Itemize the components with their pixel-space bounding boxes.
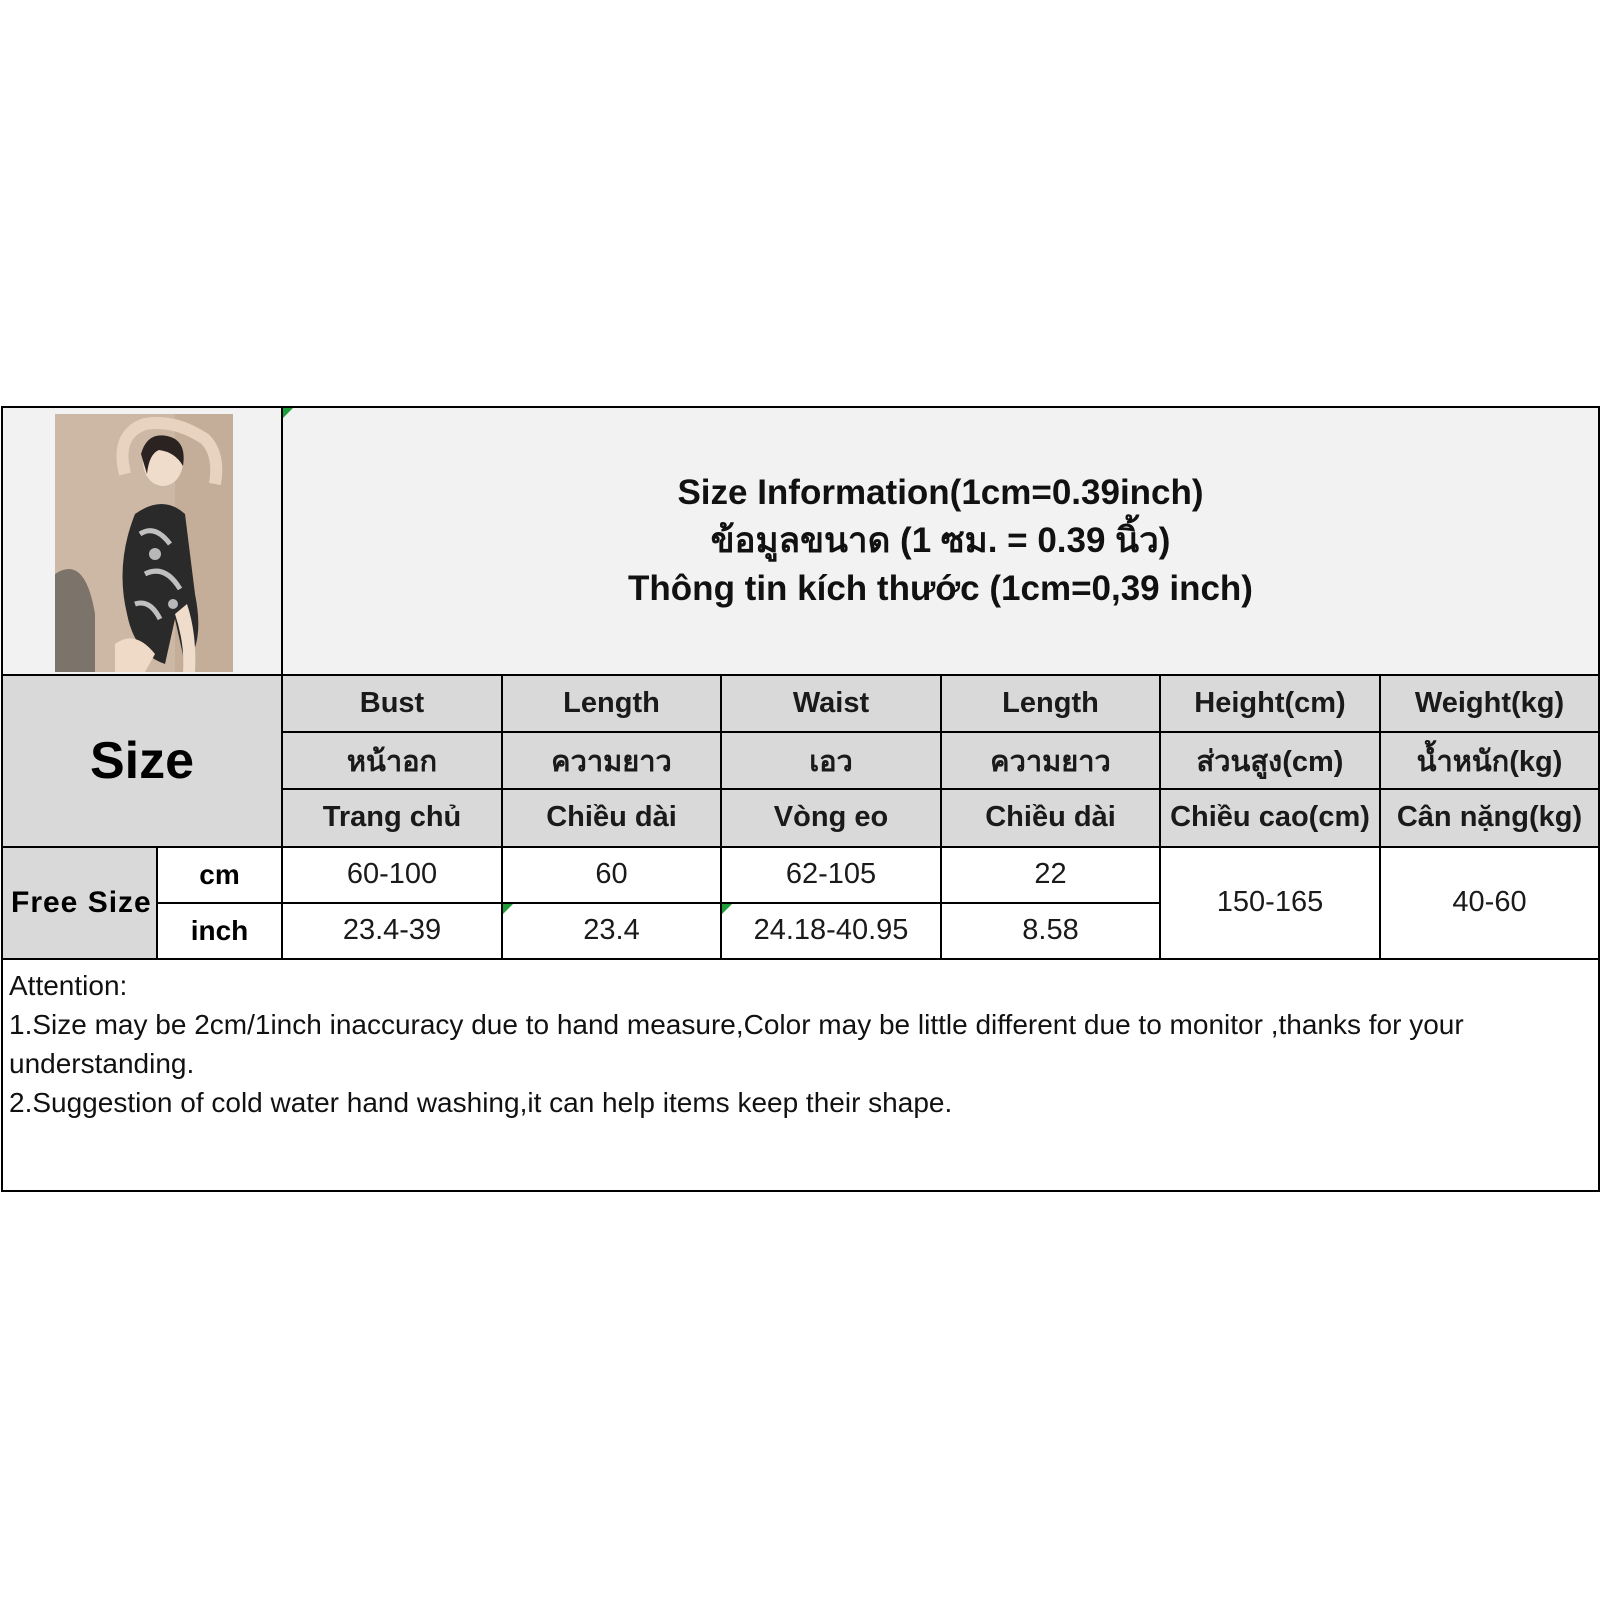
col-header-en: Height(cm) [1160,675,1380,732]
unit-cm-label: cm [157,847,282,903]
inch-value: 24.18-40.95 [721,903,941,959]
product-photo-icon [55,414,233,672]
col-header-th: ความยาว [941,732,1160,789]
col-header-th: ความยาว [502,732,721,789]
inch-value: 8.58 [941,903,1160,959]
height-value: 150-165 [1160,847,1380,959]
col-header-vi: Chiều dài [941,789,1160,846]
size-header: Size [2,675,282,846]
inch-value: 23.4 [502,903,721,959]
col-header-vi: Trang chủ [282,789,502,846]
weight-value: 40-60 [1380,847,1599,959]
size-chart-table [1,406,1600,1192]
cm-value: 62-105 [721,847,941,903]
col-header-en: Bust [282,675,502,732]
col-header-vi: Chiều dài [502,789,721,846]
col-header-en: Weight(kg) [1380,675,1599,732]
attention-line-1: 1.Size may be 2cm/1inch inaccuracy due to hand measure,Color may be little different due to monitor ,thanks for your understanding. [9,1008,1464,1079]
col-header-th: เอว [721,732,941,789]
cm-value: 22 [941,847,1160,903]
attention-line-2: 2.Suggestion of cold water hand washing,it can help items keep their shape. [9,1086,953,1118]
free-size-label: Free Size [2,847,157,959]
unit-inch-label: inch [157,903,282,959]
col-header-en: Length [502,675,721,732]
col-header-th: น้ำหนัก(kg) [1380,732,1599,789]
col-header-th: ส่วนสูง(cm) [1160,732,1380,789]
col-header-en: Waist [721,675,941,732]
title-line-vietnamese: Thông tin kích thước (1cm=0,39 inch) [628,569,1253,609]
attention-heading: Attention: [9,969,128,1001]
product-photo [55,414,233,672]
col-header-vi: Cân nặng(kg) [1380,789,1599,846]
attention-notes [2,959,1599,1191]
size-info-title [282,407,1599,675]
inch-value: 23.4-39 [282,903,502,959]
title-line-english: Size Information(1cm=0.39inch) [677,473,1204,513]
title-line-thai: ข้อมูลขนาด (1 ซม. = 0.39 นิ้ว) [710,521,1171,561]
col-header-vi: Chiều cao(cm) [1160,789,1380,846]
col-header-en: Length [941,675,1160,732]
col-header-th: หน้าอก [282,732,502,789]
col-header-vi: Vòng eo [721,789,941,846]
cm-value: 60-100 [282,847,502,903]
cm-value: 60 [502,847,721,903]
product-photo-cell [2,407,282,675]
